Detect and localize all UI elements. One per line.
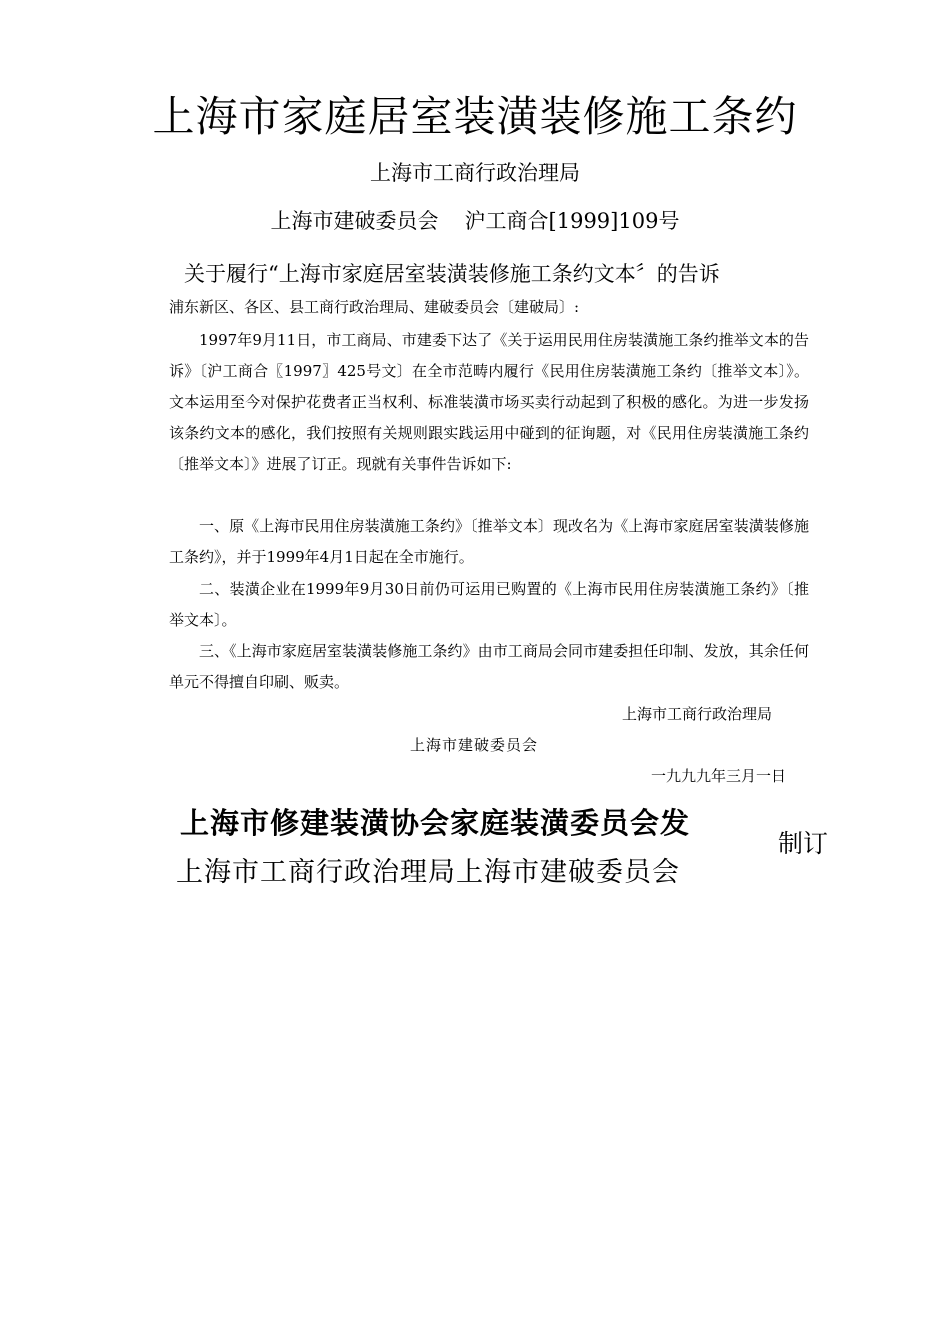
issuer-line: 上海市工商行政治理局 (370, 161, 580, 185)
publisher-line-1: 上海市修建装潢协会家庭装潢委员会发 (180, 806, 691, 840)
document-number: 沪工商合[1999]109号 (464, 209, 680, 233)
paragraph-item-1: 一、原《上海市民用住房装潢施工条约》〔推举文本〕现改名为《上海市家庭居室装潢装修施工条约》，并于1999年4月1日起在全市施行。 (169, 517, 809, 566)
paragraph-intro: 1997年9月11日，市工商局、市建委下达了《关于运用民用住房装潢施工条约推举文本的告诉》〔沪工商合〖1997〗425号文〕在全市范畴内履行《民用住房装潢施工条约〔推举文本〕》。文本运用至今对保护花费者正当权利、标准装潢市场买卖行动起到了积极的感化。为进一步发扬该条约文本的感化，我们按照有关规则跟实践运用中碰到的征询题，对《民用住房装潢施工条约〔推举文本〕》进展了订正。现就有关事件告诉如下: (169, 331, 809, 473)
signature-date: 一九九九年三月一日 (651, 767, 787, 785)
issuer-and-number (0, 205, 950, 235)
issuer-committee: 上海市建破委员会 (270, 209, 439, 233)
signature-committee: 上海市建破委员会 (410, 736, 539, 754)
paragraph-item-2: 二、装潢企业在1999年9月30日前仍可运用已购置的《上海市民用住房装潢施工条约》〔推举文本〕。 (169, 580, 809, 629)
publisher-side-label: 制订 (778, 829, 829, 858)
publisher-line-2: 上海市工商行政治理局上海市建破委员会 (176, 857, 680, 888)
notice-title: 关于履行“上海市家庭居室装潢装修施工条约文本〞的告诉 (184, 262, 720, 286)
document-title: 上海市家庭居室装潢装修施工条约 (152, 92, 798, 141)
paragraph-item-3: 三、《上海市家庭居室装潢装修施工条约》由市工商局会同市建委担任印制、发放，其余任何单元不得擅自印刷、贩卖。 (169, 642, 809, 691)
addressee: 浦东新区、各区、县工商行政治理局、建破委员会〔建破局〕: (169, 298, 580, 316)
signature-bureau: 上海市工商行政治理局 (622, 705, 773, 723)
